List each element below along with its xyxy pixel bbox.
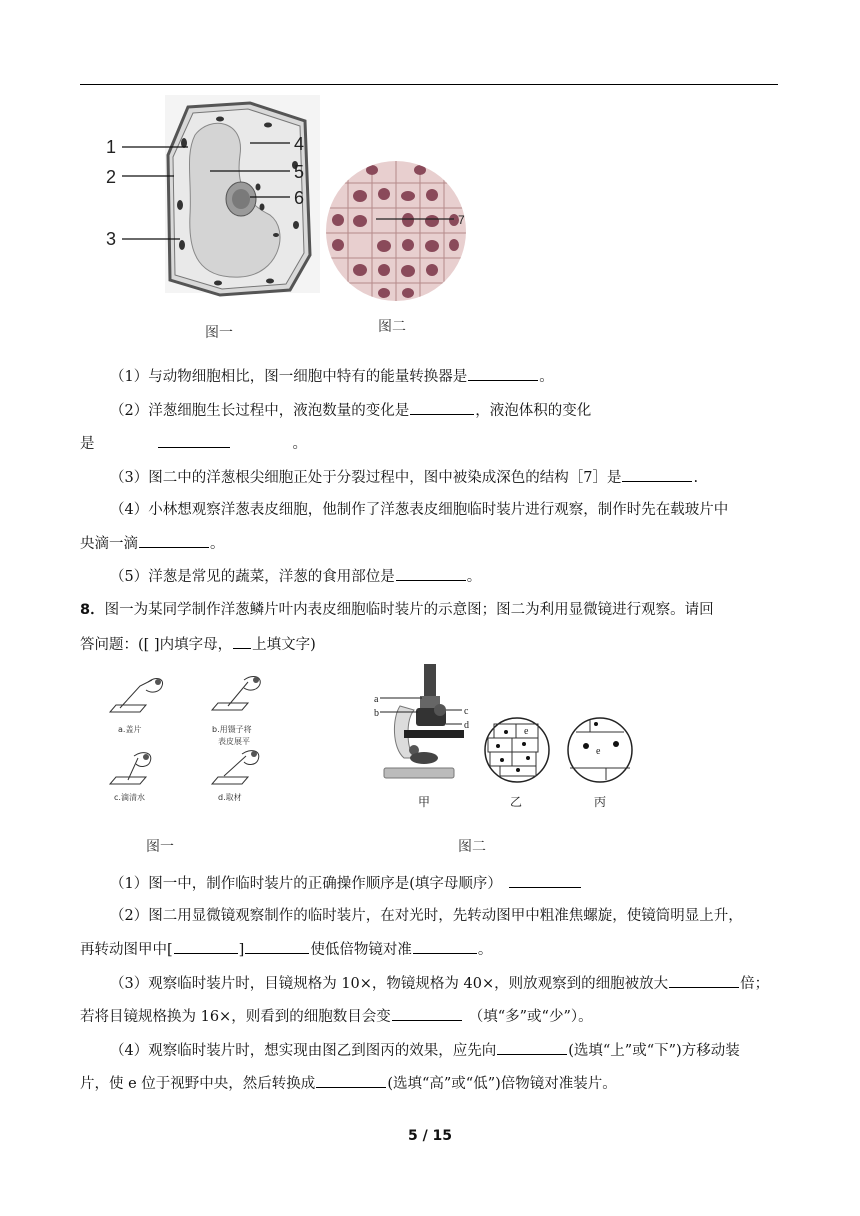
q8-part2: （2）图二用显微镜观察制作的临时装片，在对光时，先转动图甲中粗准焦螺旋，使镜筒明显上升， bbox=[110, 908, 743, 924]
mic-label-b: b bbox=[374, 708, 379, 719]
q8-part3: （3）观察临时装片时，目镜规格为 10×，物镜规格为 40×，则放观察到的细胞被放大 倍； bbox=[110, 973, 769, 994]
answer-blank[interactable] bbox=[392, 1006, 462, 1021]
header-rule bbox=[80, 84, 778, 85]
answer-blank[interactable] bbox=[316, 1073, 386, 1088]
q8-figure2-caption: 图二 bbox=[458, 839, 486, 855]
page-number: 5 / 15 bbox=[407, 1128, 453, 1144]
answer-blank[interactable] bbox=[509, 873, 581, 888]
q8-part4-cont: 片，使 e 位于视野中央，然后转换成 (选填“高”或“低”)倍物镜对准装片。 bbox=[80, 1073, 617, 1094]
microscope-figure bbox=[370, 658, 650, 814]
step-c-label: c.滴清水 bbox=[114, 793, 145, 802]
q7-part3: （3）图二中的洋葱根尖细胞正处于分裂过程中，图中被染成深色的结构［7］是 . bbox=[110, 467, 698, 488]
q8-part3-cont: 若将目镜规格换为 16×，则看到的细胞数目会变 （填“多”或“少”）。 bbox=[80, 1006, 593, 1027]
mic-label-a: a bbox=[374, 694, 379, 705]
step-b-label: b.用镊子将 bbox=[212, 725, 252, 734]
view-bing-e-label: e bbox=[596, 746, 601, 757]
q8-figure1-caption: 图一 bbox=[146, 839, 174, 855]
cell-label-5: 5 bbox=[294, 162, 305, 182]
q8-part1: （1）图一中，制作临时装片的正确操作顺序是(填字母顺序） bbox=[110, 873, 582, 894]
answer-blank[interactable] bbox=[396, 566, 466, 581]
q8-stem: 8．图一为某同学制作洋葱鳞片叶内表皮细胞临时装片的示意图；图二为利用显微镜进行观察。请回 bbox=[80, 602, 714, 618]
micrograph-label-7: 7 bbox=[458, 213, 465, 227]
step-d-label: d.取材 bbox=[218, 793, 242, 802]
q7-part4: （4）小林想观察洋葱表皮细胞，他制作了洋葱表皮细胞临时装片进行观察，制作时先在载玻片中 bbox=[110, 502, 729, 518]
sub-label-bing: 丙 bbox=[594, 795, 607, 809]
answer-blank[interactable] bbox=[413, 939, 477, 954]
q8-stem-cont: 答问题：([ ]内填字母， 上填文字) bbox=[80, 634, 316, 655]
q8-part2-cont: 再转动图甲中[ ] 使低倍物镜对准 。 bbox=[80, 939, 492, 960]
cell-label-3: 3 bbox=[106, 229, 117, 249]
answer-blank[interactable] bbox=[410, 400, 474, 415]
answer-blank[interactable] bbox=[174, 939, 238, 954]
cell-label-4: 4 bbox=[294, 134, 305, 154]
step-a-label: a.盖片 bbox=[118, 725, 142, 734]
cell-label-2: 2 bbox=[106, 167, 117, 187]
slide-procedure-figure bbox=[100, 672, 300, 812]
sub-label-yi: 乙 bbox=[510, 795, 523, 809]
sub-label-jia: 甲 bbox=[418, 795, 431, 809]
mic-label-c: c bbox=[464, 706, 469, 717]
q7-part4-cont: 央滴一滴 。 bbox=[80, 533, 225, 554]
q7-part2-cont: 是 。 bbox=[80, 433, 307, 454]
cell-label-6: 6 bbox=[294, 188, 305, 208]
answer-blank bbox=[233, 634, 251, 649]
answer-blank[interactable] bbox=[158, 433, 230, 448]
plant-cell-figure bbox=[100, 95, 330, 325]
answer-blank[interactable] bbox=[497, 1040, 567, 1055]
root-tip-micrograph bbox=[326, 158, 486, 304]
q7-part2: （2）洋葱细胞生长过程中，液泡数量的变化是 ，液泡体积的变化 bbox=[110, 400, 591, 421]
figure1-caption: 图一 bbox=[205, 325, 233, 341]
answer-blank[interactable] bbox=[468, 366, 538, 381]
answer-blank[interactable] bbox=[669, 973, 739, 988]
q8-part4: （4）观察临时装片时，想实现由图乙到图丙的效果，应先向 (选填“上”或“下”)方移动装 bbox=[110, 1040, 740, 1061]
view-yi-e-label: e bbox=[524, 726, 529, 737]
q7-part5: （5）洋葱是常见的蔬菜，洋葱的食用部位是 。 bbox=[110, 566, 481, 587]
mic-label-d: d bbox=[464, 720, 469, 731]
step-b-label-2: 表皮展平 bbox=[218, 737, 250, 746]
cell-label-1: 1 bbox=[106, 137, 117, 157]
q7-part1: （1）与动物细胞相比，图一细胞中特有的能量转换器是 。 bbox=[110, 366, 554, 387]
answer-blank[interactable] bbox=[622, 467, 692, 482]
answer-blank[interactable] bbox=[139, 533, 209, 548]
answer-blank[interactable] bbox=[245, 939, 309, 954]
figure2-caption: 图二 bbox=[378, 319, 406, 335]
